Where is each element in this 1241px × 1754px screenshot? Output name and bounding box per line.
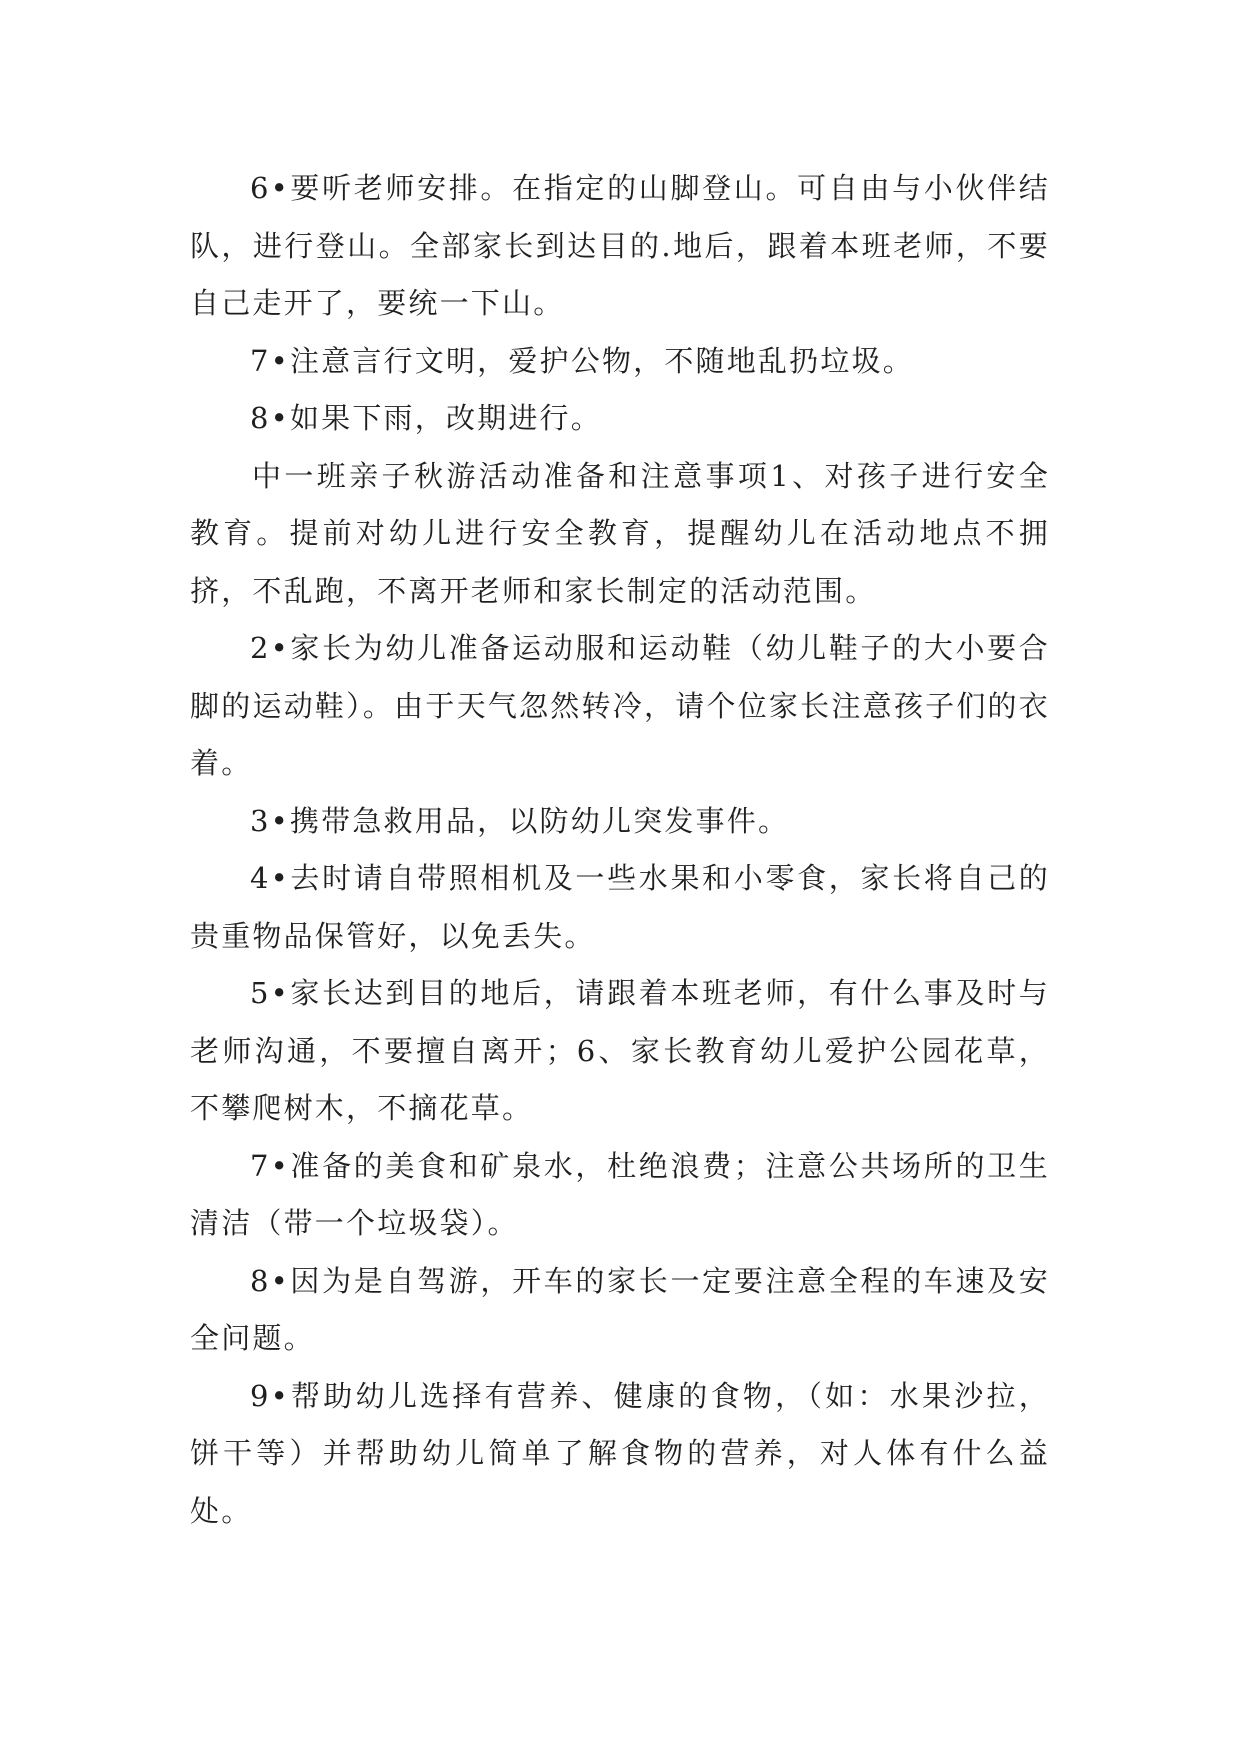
paragraph-item-7-food-waste: 7•准备的美食和矿泉水，杜绝浪费；注意公共场所的卫生清洁（带一个垃圾袋）。: [190, 1148, 1050, 1240]
paragraph-item-8-rain: 8•如果下雨，改期进行。: [250, 401, 602, 435]
document-body: [190, 160, 1050, 1540]
paragraph-section-heading: 中一班亲子秋游活动准备和注意事项1、对孩子进行安全教育。提前对幼儿进行安全教育，提醒幼儿在活动地点不拥挤，不乱跑，不离开老师和家长制定的活动范围。: [190, 458, 1050, 608]
paragraph-item-2-clothing: 2•家长为幼儿准备运动服和运动鞋（幼儿鞋子的大小要合脚的运动鞋）。由于天气忽然转冷，请个位家长注意孩子们的衣着。: [190, 631, 1050, 780]
paragraph-item-9-nutrition: 9•帮助幼儿选择有营养、健康的食物，（如：水果沙拉，饼干等）并帮助幼儿简单了解食物的营养，对人体有什么益处。: [190, 1378, 1050, 1528]
paragraph-item-5-follow-teacher: 5•家长达到目的地后，请跟着本班老师，有什么事及时与老师沟通，不要擅自离开；6、家长教育幼儿爱护公园花草，不攀爬树木，不摘花草。: [190, 976, 1050, 1125]
paragraph-item-7-civility: 7•注意言行文明，爱护公物，不随地乱扔垃圾。: [250, 343, 914, 378]
paragraph-item-8-driving: 8•因为是自驾游，开车的家长一定要注意全程的车速及安全问题。: [190, 1263, 1050, 1355]
paragraph-item-4-belongings: 4•去时请自带照相机及一些水果和小零食，家长将自己的贵重物品保管好，以免丢失。: [190, 861, 1050, 953]
paragraph-item-6-climb: 6•要听老师安排。在指定的山脚登山。可自由与小伙伴结队，进行登山。全部家长到达目的.地后，跟着本班老师，不要自己走开了，要统一下山。: [190, 171, 1050, 320]
paragraph-item-3-first-aid: 3•携带急救用品，以防幼儿突发事件。: [250, 803, 790, 838]
